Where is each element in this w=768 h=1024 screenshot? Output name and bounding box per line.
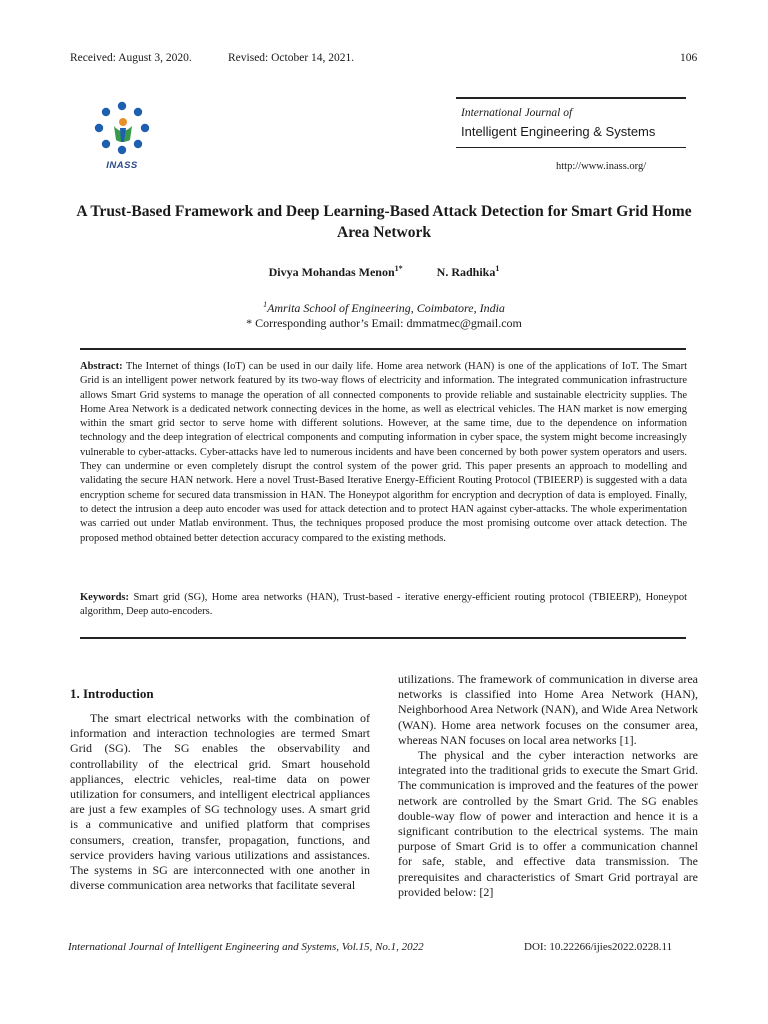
paper-title: A Trust-Based Framework and Deep Learning-Based Attack Detection for Smart Grid Home Area Network: [76, 203, 692, 241]
abstract-rule-top: [80, 348, 686, 350]
author-1-mark: 1*: [394, 264, 403, 273]
paragraph: The physical and the cyber interaction networks are integrated into the traditional grids to execute the Smart Grid. The communication is improved and the features of the power network are controlled by the Smart Grid. The SG enables double-way flow of power and interaction and hence it is a significant contribution to the electrical systems. The main purpose of Smart Grid is to offer a communication channel for safe, stable, and effective data transmission. The prerequisites and characteristics of Smart Grid portrayal are provided below: [2]: [398, 748, 698, 899]
keywords: [80, 591, 687, 620]
abstract-rule-bottom: [80, 637, 686, 639]
author-line: [0, 264, 768, 280]
author-1: Divya Mohandas Menon: [268, 265, 395, 279]
journal-url[interactable]: http://www.inass.org/: [556, 161, 647, 172]
received-date: Received: August 3, 2020.: [70, 52, 192, 64]
inass-logo: [90, 100, 154, 178]
affiliation-mark: 1: [263, 300, 268, 309]
logo-text: INASS: [106, 160, 138, 171]
journal-name-line1: International Journal of: [461, 107, 573, 119]
journal-name-line2: Intelligent Engineering & Systems: [461, 124, 656, 139]
affiliation-text: Amrita School of Engineering, Coimbatore, India: [267, 301, 505, 315]
journal-rule-bottom: [456, 147, 686, 148]
body-column-right: [398, 672, 698, 900]
abstract-label: Abstract:: [80, 361, 123, 372]
journal-rule-top: [456, 97, 686, 99]
page-number: 106: [680, 52, 698, 64]
revised-date: Revised: October 14, 2021.: [228, 52, 355, 64]
section-heading: 1. Introduction: [70, 686, 154, 701]
keywords-label: Keywords:: [80, 592, 129, 603]
affiliation: [0, 300, 768, 316]
abstract-text: The Internet of things (IoT) can be used in our daily life. Home area network (HAN) is one of the applications of IoT. The Smart Grid is an intelligent power network featured by its two-way flows of electricity and information. The integrated communication infrastructure allows Smart Grid systems to manage the operation of all connected components to provide reliable and sustainable electricity supplies. The Home Area Network is a dedicated network connecting devices in the home, as well as electrical vehicles. The HAN market is now emerging within the smart grid sector to serve home with different solutions. However, at the same time, due to the dependence on information technology and the deep integration of electrical components and computing information in cyber space, the system might become increasingly vulnerable to cyber-attacks. Cyber-attacks have led to numerous incidents and have been concerned by both power system operators and users. They can undermine or even completely disrupt the control system of the power grid. This paper presents an approach to modelling and validating the secure HAN network. Here a novel Trust-Based Iterative Energy-Efficient Routing Protocol (TBIEERP) is suggested with a data encryption scheme for secured data transmission in HAN. The Honeypot algorithm for encryption and decryption of data is employed. Finally, to detect the intrusion a deep auto encoder was used for attack detection and to protect HAN against cyber-attacks. The whole experimentation was carried out under Matlab environment. Thus, the techniques proposed produce the most promising outcome over attack detection. The proposed method obtained better detection accuracy compared to the existing methods.: [80, 361, 688, 544]
corresponding-email: [0, 316, 768, 331]
author-2: N. Radhika: [436, 265, 496, 279]
keywords-text: Smart grid (SG), Home area networks (HAN), Trust-based - iterative energy-efficient routing protocol (TBIEERP), Honeypot algorithm, Deep auto-encoders.: [80, 592, 688, 618]
email-label: * Corresponding author’s Email:: [246, 316, 404, 330]
author-2-mark: 1: [495, 264, 500, 273]
footer-doi[interactable]: DOI: 10.22266/ijies2022.0228.11: [524, 941, 673, 953]
paragraph: utilizations. The framework of communication in diverse area networks is classified into Home Area Network (HAN), Neighborhood Area Network (NAN), and Wide Area Network (WAN). Home area network focuses on the consumer area, whereas NAN focuses on local area networks [1].: [398, 672, 698, 747]
footer-citation: International Journal of Intelligent Engineering and Systems, Vol.15, No.1, 2022: [68, 941, 424, 953]
inass-logo-icon: [90, 100, 154, 160]
email-address[interactable]: dmmatmec@gmail.com: [406, 316, 522, 330]
body-column-left: [70, 711, 370, 893]
paragraph: The smart electrical networks with the combination of information and interaction technologies are termed Smart Grid (SG). The SG enables the observability and controllability of the electrical grid. Smart household appliances, electric vehicles, real-time data on power utilization for consumers, and intelligent electrical appliances are just a few examples of SG technology uses. A smart grid is a communicative and unified platform that comprises consumers, creation, transfer, propagation, functions, and service providers having various utilizations and assistances. The systems in SG are interconnected with one another in diverse communication area networks that facilitate several: [70, 711, 370, 893]
abstract: [80, 360, 687, 546]
